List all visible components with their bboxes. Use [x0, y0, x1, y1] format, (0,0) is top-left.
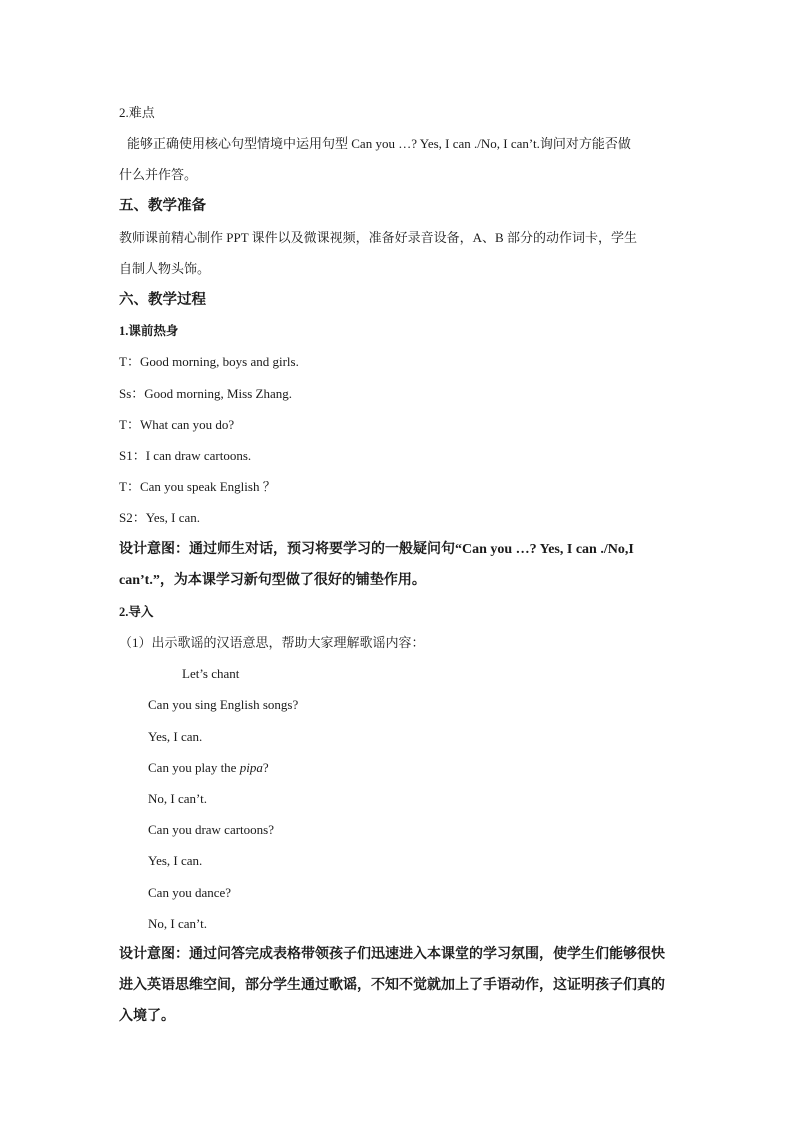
- warmup-title: 1.课前热身: [119, 324, 179, 338]
- design-intent-2-line-3: 入境了。: [119, 1009, 175, 1024]
- section-5-body-line-2: 自制人物头饰。: [119, 261, 211, 276]
- intro-title: 2.导入: [119, 605, 154, 619]
- section-5-body-line-1: 教师课前精心制作 PPT 课件以及微课视频，准备好录音设备，A、B 部分的动作词卡，学生: [119, 230, 637, 245]
- design-intent-1-line-2: can’t.”，为本课学习新句型做了很好的铺垫作用。: [119, 573, 426, 588]
- chant-title: Let’s chant: [182, 666, 240, 681]
- chant-italic-word: pipa: [239, 760, 263, 775]
- dialogue-line: T：Good morning, boys and girls.: [119, 354, 299, 369]
- chant-line: No, I can’t.: [148, 791, 207, 806]
- chant-line: Can you dance?: [148, 885, 232, 900]
- chant-text: ?: [262, 760, 269, 775]
- design-intent-1-line-1: 设计意图：通过师生对话，预习将要学习的一般疑问句“Can you …? Yes, I can ./No,I: [119, 542, 634, 557]
- chant-line: Can you sing English songs?: [148, 697, 299, 712]
- dialogue-line: T：What can you do?: [119, 417, 235, 432]
- design-intent-2-line-1: 设计意图：通过问答完成表格带领孩子们迅速进入本课堂的学习氛围，使学生们能够很快: [119, 947, 665, 962]
- chant-line: No, I can’t.: [148, 916, 207, 931]
- chant-line: Yes, I can.: [148, 729, 203, 744]
- chant-line: [148, 758, 708, 778]
- dialogue-line: T：Can you speak English ？: [119, 479, 276, 494]
- design-intent-2-line-2: 进入英语思维空间，部分学生通过歌谣，不知不觉就加上了手语动作，这证明孩子们真的: [119, 978, 665, 993]
- difficulty-title: 2.难点: [119, 105, 155, 120]
- section-5-title: 五、教学准备: [119, 198, 206, 214]
- chant-line: Yes, I can.: [148, 853, 203, 868]
- dialogue-line: S2：Yes, I can.: [119, 510, 201, 525]
- chant-line: Can you draw cartoons?: [148, 822, 274, 837]
- dialogue-line: Ss：Good morning, Miss Zhang.: [119, 386, 292, 401]
- intro-step: （1）出示歌谣的汉语意思，帮助大家理解歌谣内容：: [119, 635, 425, 650]
- section-6-title: 六、教学过程: [119, 292, 206, 308]
- difficulty-body-line-1: 能够正确使用核心句型情境中运用句型 Can you …? Yes, I can ./No, I can’t.询问对方能否做: [127, 136, 631, 151]
- difficulty-body-line-2: 什么并作答。: [119, 167, 198, 182]
- chant-text: Can you play the: [148, 760, 240, 775]
- dialogue-line: S1：I can draw cartoons.: [119, 448, 252, 463]
